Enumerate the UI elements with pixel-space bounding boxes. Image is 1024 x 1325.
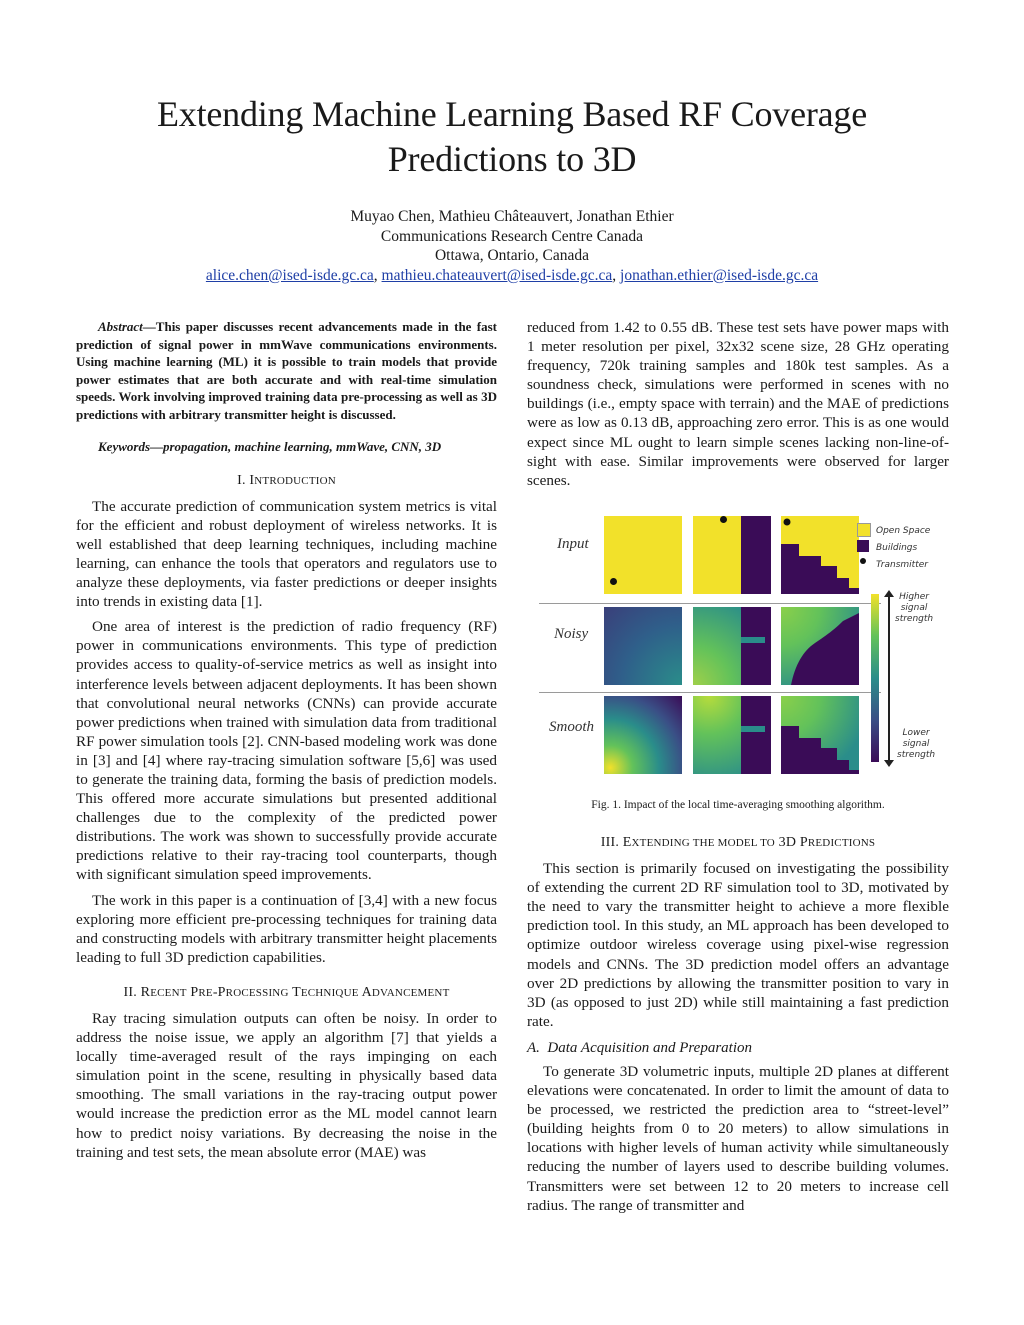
abstract-text: —This paper discusses recent advancements made in the fast prediction of signal power in mmWave communications environments. Using machine learning (ML) it is possible to train models that provide power estimates that are both accurate and with real-time simulation speeds. Work involving improved training data pre-processing as well as 3D predictions with arbitrary transmitter height is discussed. — [76, 319, 497, 422]
legend-swatch-buildings — [857, 540, 869, 552]
building-block — [741, 607, 771, 685]
signal-leak — [741, 637, 765, 643]
signal-leak — [741, 726, 765, 732]
paragraph: reduced from 1.42 to 0.55 dB. These test sets have power maps with 1 meter resolution per pixel, 32x32 scene size, 28 GHz operating frequency, 720k training samples and 180k test samples. As a soundness check, simulations were performed in scenes with no buildings (i.e., empty space with terrain) and the MAE of predictions were as low as 0.13 dB, approaching zero error. This is as one would expect since ML ought to learn simple scenes lacking non-line-of-sight with ease. Similar improvements were observed for larger scenes. — [527, 319, 949, 489]
abstract — [76, 318, 497, 424]
paragraph: The work in this paper is a continuation of [3,4] with a new focus exploring more efficient pre-processing techniques for training data and constructing models with arbitrary transmitter height placements leading to full 3D prediction capabilities. — [76, 891, 497, 966]
input-tile-2 — [693, 516, 771, 594]
smooth-tile-2 — [693, 696, 771, 774]
arrow-down-icon — [884, 760, 894, 767]
color-scale-arrow — [888, 594, 890, 762]
keywords: Keywords—propagation, machine learning, mmWave, CNN, 3D — [98, 438, 442, 454]
row-divider — [539, 603, 881, 604]
author-location: Ottawa, Ontario, Canada — [434, 247, 590, 264]
paragraph: One area of interest is the prediction of radio frequency (RF) power in communications environments. This type of prediction provides access to quality-of-service metrics as well as insight into interference levels between adjacent deployments. It has been shown that convolutional neural networks (CNNs) can provide accurate power predictions when trained with simulation data from traditional RF power simulation tools [2]. CNN-based modeling work was done in [3] and [4] where ray-tracing simulation software [5,6] was used to generate the training data, forming the basis of prediction models. This offered more accurate simulations but presented additional challenges due to the complexity of the predicted power distributions. The work was shown to successfully provide accurate predictions relative to their ray-tracing tool counterparts, though with significant simulation speed improvements. — [76, 618, 497, 884]
row-label-input: Input — [557, 535, 589, 552]
legend-transmitter-dot — [860, 558, 866, 564]
author-affiliation: Communications Research Centre Canada — [380, 227, 644, 245]
smooth-tile-3 — [781, 696, 859, 774]
paragraph: The accurate prediction of communication system metrics is vital for the efficient and robust deployment of wireless networks. It is well established that deep learning techniques, including machine learning, can enhance the tools that operators and regulators use to analyze these deployments, via faster predictions or deeper insights into trends in existing data [1]. — [76, 497, 497, 611]
scale-label-lower: Lower signal strength — [897, 727, 936, 760]
email-link-ethier[interactable]: jonathan.ethier@ised-isde.gc.ca — [620, 266, 819, 284]
building-staircase — [781, 516, 859, 594]
title-line-2: Predictions to 3D — [387, 139, 637, 179]
paper-title — [0, 92, 1024, 182]
transmitter-dot — [720, 516, 727, 523]
section-heading-introduction: I. INTRODUCTION — [237, 472, 336, 488]
noisy-tile-1 — [604, 607, 682, 685]
smooth-tile-1 — [604, 696, 682, 774]
scale-label-higher: Higher signal strength — [895, 591, 934, 624]
paragraph: To generate 3D volumetric inputs, multiple 2D planes at different elevations were concatenated. In order to limit the amount of data to be processed, we restricted the prediction area to “street-level” (building heights from 0 to 20 meters) to allow simulations in locations with higher levels of human activity while simultaneously reducing the number of layers used to describe building volumes. Transmitters were set between 12 to 20 meters to increase cell radius. The range of transmitter and — [527, 1062, 949, 1214]
noisy-tile-3 — [781, 607, 859, 685]
legend-open-space: Open Space — [876, 525, 931, 536]
figure-caption: Fig. 1. Impact of the local time-averaging smoothing algorithm. — [591, 798, 885, 811]
section-heading-preprocessing: II. RECENT PRE-PROCESSING TECHNIQUE ADVANCEMENT — [123, 984, 450, 1000]
noisy-tile-2 — [693, 607, 771, 685]
email-link-chateauvert[interactable]: mathieu.chateauvert@ised-isde.gc.ca — [381, 266, 613, 284]
paragraph: This section is primarily focused on investigating the possibility of extending the current 2D RF simulation tool to 3D, motivated by the need to vary the transmitter height to achieve a more flexible prediction tool. In this study, an ML approach has been developed to optimize outdoor wireless coverage using pixel-wise regression models and CNNs. The 3D prediction model offers an advantage over 2D predictions by allowing the transmitter position to vary in 3D (as opposed to just 2D) while still maintaining a fast prediction rate. — [527, 860, 949, 1030]
paragraph: Ray tracing simulation outputs can often be noisy. In order to address the noise issue, we apply an algorithm [7] that yields a locally time-averaged result of the rays impinging on each simulation point in the scene, resulting in physically based data smoothing. The small variations in the ray-tracing output power would increase the prediction error as the ML model cannot learn how to predict noisy variations. By decreasing the noise in the training and test sets, the mean absolute error (MAE) was — [76, 1010, 497, 1161]
building-block — [741, 696, 771, 774]
author-names: Muyao Chen, Mathieu Châteauvert, Jonathan Ethier — [350, 208, 674, 225]
section-heading-3d: III. EXTENDING THE MODEL TO 3D PREDICTIONS — [600, 834, 876, 850]
email-link-chen[interactable]: alice.chen@ised-isde.gc.ca — [205, 266, 374, 284]
legend-transmitter: Transmitter — [876, 559, 928, 570]
right-column — [527, 318, 949, 1221]
subsection-heading: A. Data Acquisition and Preparation — [527, 1039, 753, 1056]
author-emails: alice.chen@ised-isde.gc.ca, mathieu.chateauvert@ised-isde.gc.ca, jonathan.ethier@ised-isde.gc.ca — [205, 266, 819, 284]
building-staircase — [781, 696, 859, 774]
transmitter-dot — [610, 578, 617, 585]
arrow-up-icon — [884, 590, 894, 597]
legend-swatch-open-space — [857, 523, 871, 537]
legend-buildings: Buildings — [876, 542, 918, 553]
building-block — [741, 516, 771, 594]
color-scale-bar — [871, 594, 879, 762]
row-label-smooth: Smooth — [549, 718, 594, 735]
author-block — [0, 207, 1024, 285]
row-label-noisy: Noisy — [554, 625, 589, 642]
input-tile-3 — [781, 516, 859, 594]
abstract-lead: Abstract — [98, 319, 143, 334]
row-divider — [539, 692, 881, 693]
left-column — [76, 318, 497, 1168]
title-line-1: Extending Machine Learning Based RF Coverage — [156, 94, 867, 134]
input-tile-1 — [604, 516, 682, 594]
figure-1 — [527, 510, 949, 790]
building-region — [781, 607, 859, 685]
